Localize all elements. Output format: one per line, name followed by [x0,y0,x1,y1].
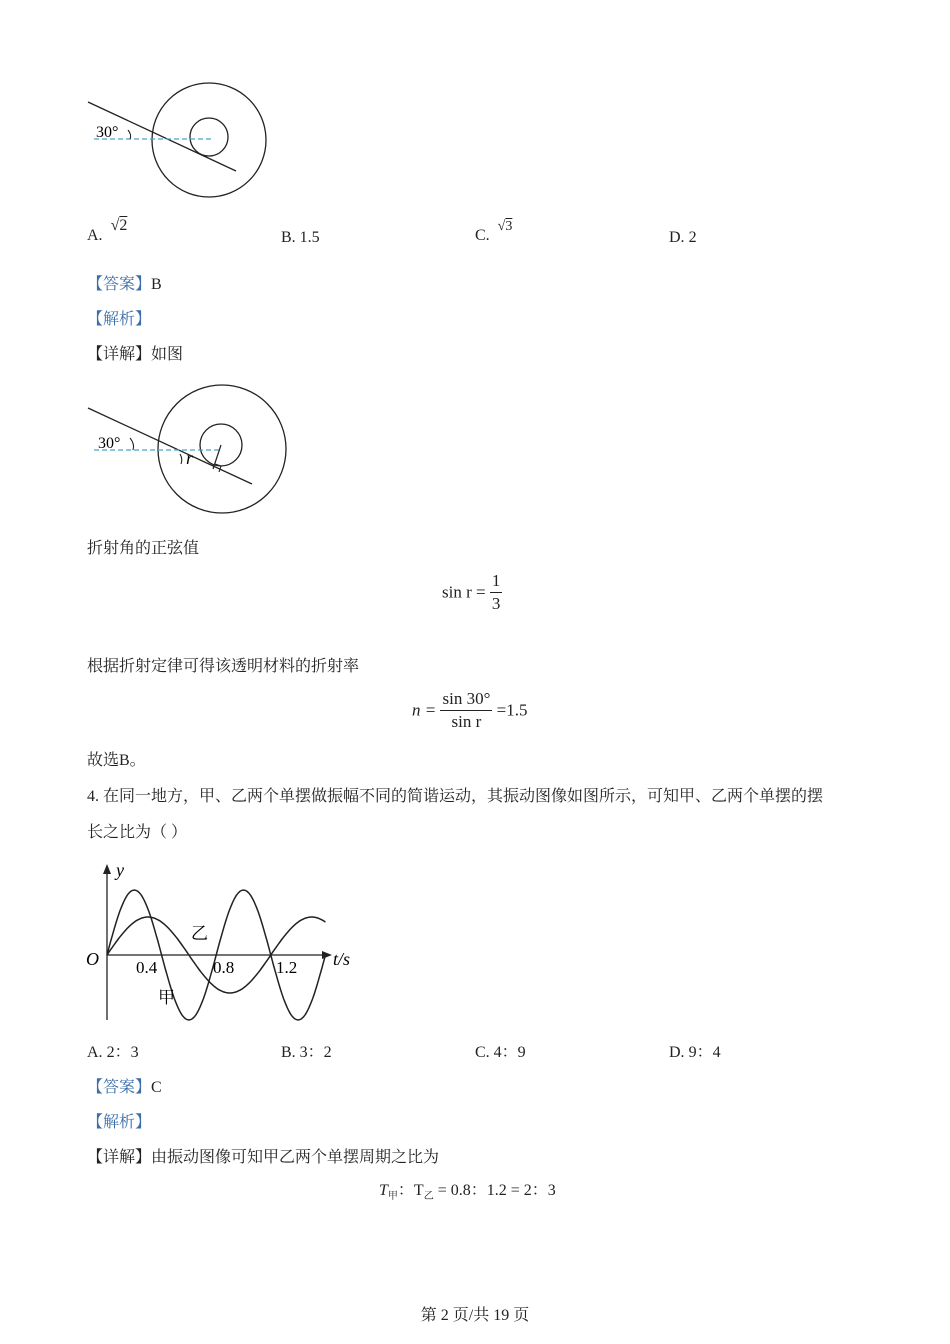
denominator: 3 [491,594,501,613]
radical-sign: √3 [497,219,513,234]
subscript: 甲 [387,1191,398,1203]
numerator: 1 [490,570,503,593]
refraction-arc [180,454,182,464]
curve-label-yi: 乙 [191,924,208,943]
option-value: 2 [119,217,128,234]
period-symbol: T [379,1182,388,1199]
page-footer: 第 2 页/共 19 页 [420,1307,530,1324]
option-value: 3：2 [299,1044,332,1061]
law-text: 根据折射定律可得该透明材料的折射率 [87,658,360,675]
tick-label: 0.4 [136,958,158,977]
option-label: D. [669,1044,685,1061]
angle-label: 30° [98,435,121,452]
q3-option-c [475,219,513,247]
refraction-figure-2 [80,382,300,522]
refraction-angle-label: r [186,448,194,468]
q4-option-b [281,1043,332,1063]
q4-stem-line2: 长之比为（ ） [87,824,188,841]
q3-option-a [87,217,128,246]
q3-option-b [281,228,320,248]
curve-label-jia: 甲 [158,988,175,1007]
origin-label: O [86,949,99,969]
tick-label: 0.8 [213,958,235,977]
y-axis-arrow [103,864,111,874]
detail-text: 由振动图像可知甲乙两个单摆周期之比为 [151,1149,440,1166]
answer-tag: 【答案】 [87,1079,152,1096]
x-axis-label: t/s [333,949,351,969]
option-label: C. [475,227,490,244]
eq-lhs: n = [412,700,437,720]
denominator: sin r [451,712,482,731]
option-label: A. [87,227,103,244]
equation-n [412,688,527,733]
q4-stem-line1: 4. 在同一地方，甲、乙两个单摆做振幅不同的简谐运动，其振动图像如图所示，可知甲、乙两个单摆的摆 [87,788,824,805]
answer-tag: 【答案】 [87,276,152,293]
q4-option-c [475,1043,526,1063]
detail-text: 如图 [151,346,184,363]
q3-detail [87,345,183,365]
eq-rhs: =1.5 [496,700,528,720]
option-label: B. [281,1044,296,1061]
option-value: 2 [688,229,697,246]
q4-analysis-tag: 【解析】 [87,1114,152,1131]
option-label: D. [669,229,685,246]
oscillation-graph [80,855,370,1025]
option-label: C. [475,1044,490,1061]
option-value: 1.5 [299,229,320,246]
numerator: sin 30° [440,688,492,711]
refraction-figure-1 [80,75,280,205]
option-value: 9：4 [688,1044,721,1061]
q4-answer [87,1078,162,1098]
radical-sign: √2 [110,217,128,234]
option-value: 3 [505,219,513,234]
conclusion: 故选B。 [87,752,146,769]
eq-lhs: sin r = [442,582,486,602]
option-value: 4：9 [493,1044,526,1061]
answer-value: C [151,1079,162,1096]
period-ratio [379,1181,556,1207]
inner-circle [190,118,228,156]
q4-option-a [87,1043,139,1063]
equation-sin-r [442,570,502,615]
angle-label: 30° [96,124,119,141]
x-axis-arrow [322,951,332,959]
q3-answer [87,275,162,295]
angle-arc [128,130,131,139]
option-label: B. [281,229,296,246]
q3-option-d [669,228,697,248]
angle-arc [130,438,134,450]
fraction [490,570,503,615]
option-label: A. [87,1044,103,1061]
detail-tag: 【详解】 [87,1149,152,1166]
sine-text: 折射角的正弦值 [87,540,200,557]
q3-analysis-tag: 【解析】 [87,311,152,328]
tick-label: 1.2 [276,958,298,977]
ratio-rest: = 0.8：1.2 = 2：3 [433,1182,556,1199]
option-value: 2：3 [106,1044,139,1061]
y-axis-label: y [116,860,124,880]
detail-tag: 【详解】 [87,346,152,363]
subscript: 乙 [423,1191,434,1203]
fraction [440,688,492,733]
q4-option-d [669,1043,721,1063]
answer-value: B [151,276,162,293]
ratio-mid: ：T [397,1182,424,1199]
q4-detail [87,1148,439,1168]
